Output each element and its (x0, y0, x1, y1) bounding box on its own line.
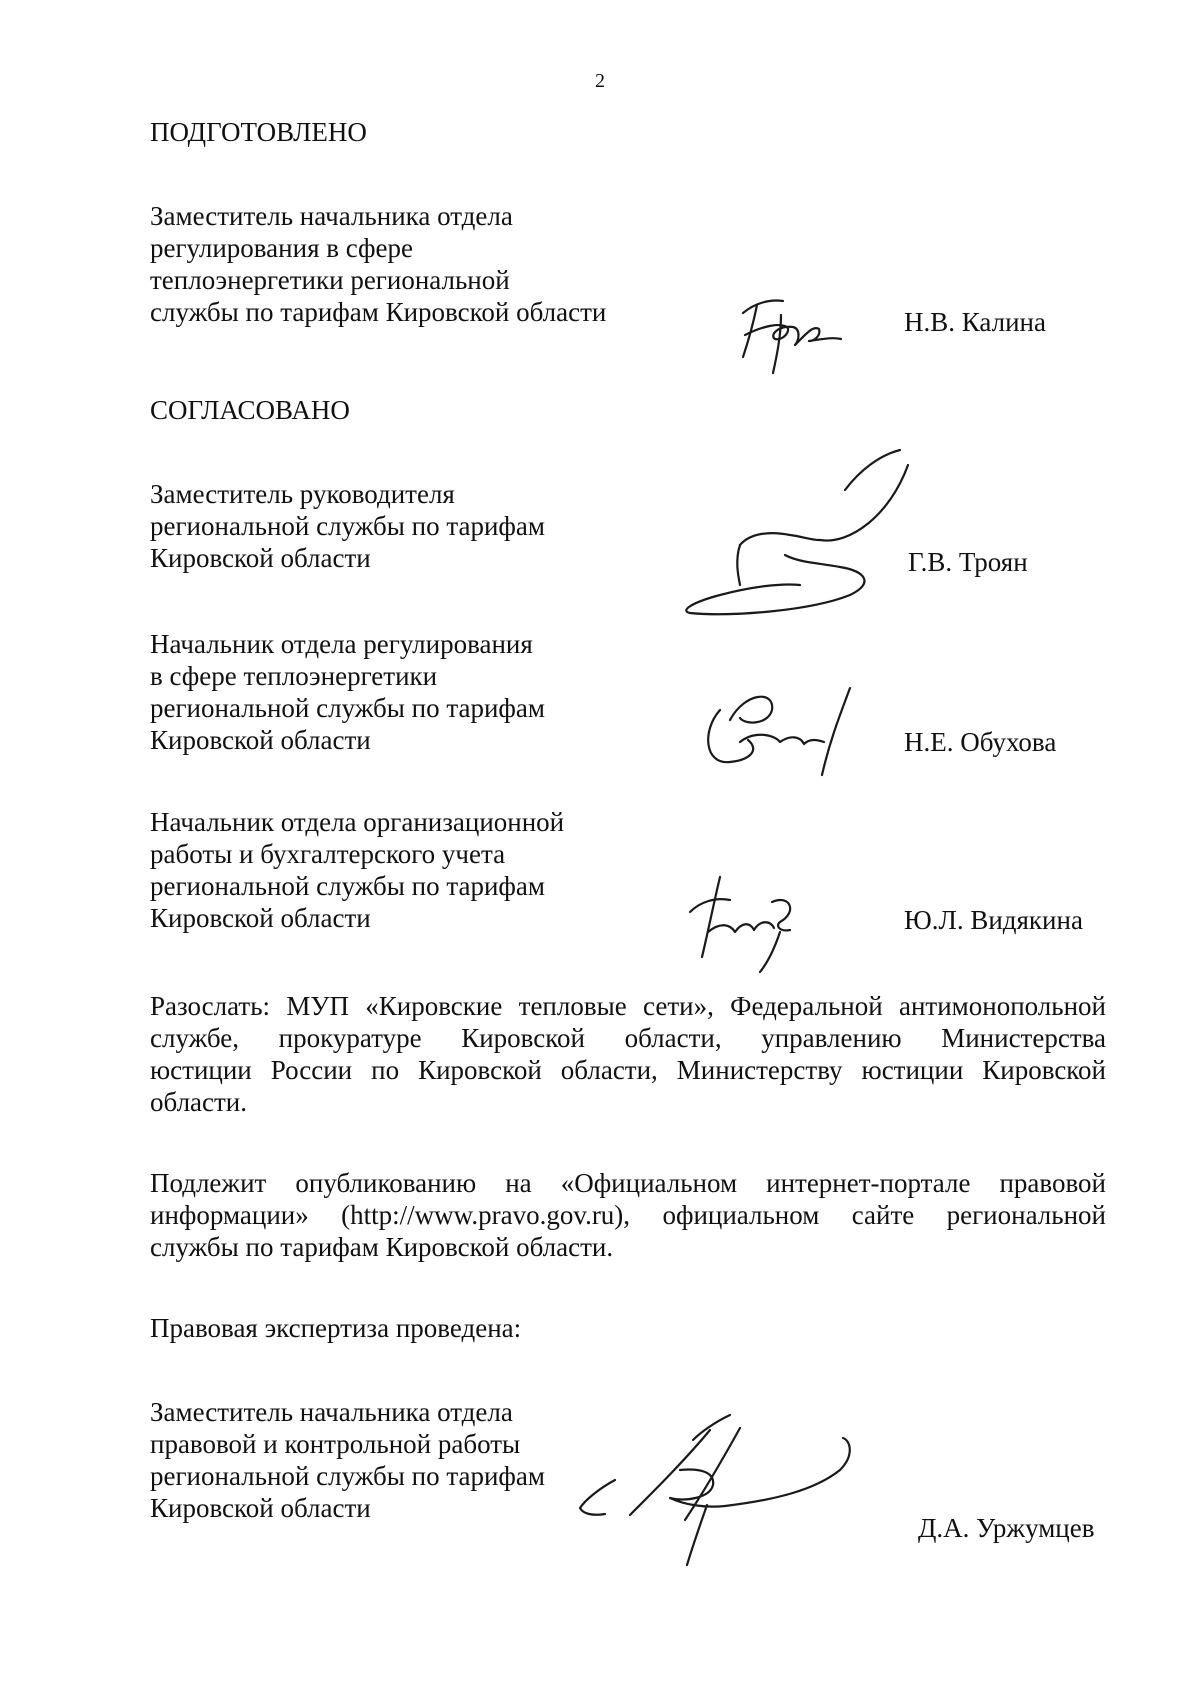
title-line: Кировской области (150, 1493, 371, 1523)
title-line: Заместитель начальника отдела (150, 201, 513, 231)
title-line: Кировской области (150, 543, 371, 573)
title-line: региональной службы по тарифам (150, 871, 545, 901)
title-line: регулирования в сфере (150, 233, 414, 263)
agreed-signatory-name: Г.В. Троян (908, 547, 1028, 577)
prepared-signatory-name: Н.В. Калина (904, 307, 1046, 337)
legal-review-statement: Правовая экспертиза проведена: (150, 1313, 522, 1343)
title-line: Заместитель руководителя (150, 479, 455, 509)
legal-review-signatory-name: Д.А. Уржумцев (918, 1513, 1095, 1543)
signature-urzhumtsev (575, 1410, 895, 1570)
title-line: теплоэнергетики региональной (150, 265, 510, 295)
agreed-signatory-title (150, 478, 545, 574)
agreed-signatory-name: Ю.Л. Видякина (904, 905, 1083, 935)
legal-review-signatory-title (150, 1396, 545, 1524)
title-line: Начальник отдела организационной (150, 807, 565, 837)
title-line: Начальник отдела регулирования (150, 629, 533, 659)
agreed-heading: СОГЛАСОВАНО (150, 395, 350, 425)
publication-note (150, 1167, 1106, 1263)
title-line: в сфере теплоэнергетики (150, 661, 438, 691)
signature-kalina (735, 285, 845, 375)
signature-obukhova (700, 680, 870, 780)
signature-vidyakina (680, 872, 810, 972)
agreed-signatory-name: Н.Е. Обухова (904, 727, 1057, 757)
title-line: правовой и контрольной работы (150, 1429, 521, 1459)
distribution-line: Разослать: МУП «Кировские тепловые сети», Федеральной антимонопольной (150, 991, 1106, 1021)
title-line: службы по тарифам Кировской области (150, 297, 607, 327)
distribution-line: службе, прокуратуре Кировской области, управлению Министерства (150, 1023, 1106, 1053)
title-line: региональной службы по тарифам (150, 511, 545, 541)
distribution-line: юстиции России по Кировской области, Министерству юстиции Кировской (150, 1055, 1106, 1085)
agreed-signatory-title (150, 628, 545, 756)
publication-line: службы по тарифам Кировской области. (150, 1232, 614, 1262)
agreed-signatory-title (150, 806, 564, 934)
title-line: региональной службы по тарифам (150, 693, 545, 723)
title-line: Заместитель начальника отдела (150, 1397, 513, 1427)
title-line: Кировской области (150, 725, 371, 755)
distribution-line: области. (150, 1087, 248, 1117)
signature-troyan (680, 445, 930, 635)
publication-line: информации» (http://www.pravo.gov.ru), официальном сайте региональной (150, 1200, 1106, 1230)
title-line: региональной службы по тарифам (150, 1461, 545, 1491)
publication-line: Подлежит опубликованию на «Официальном интернет-портале правовой (150, 1168, 1106, 1198)
distribution-list (150, 990, 1106, 1118)
prepared-heading: ПОДГОТОВЛЕНО (150, 117, 367, 147)
prepared-signatory-title (150, 200, 606, 328)
title-line: работы и бухгалтерского учета (150, 839, 506, 869)
title-line: Кировской области (150, 903, 371, 933)
page-number: 2 (595, 70, 605, 92)
